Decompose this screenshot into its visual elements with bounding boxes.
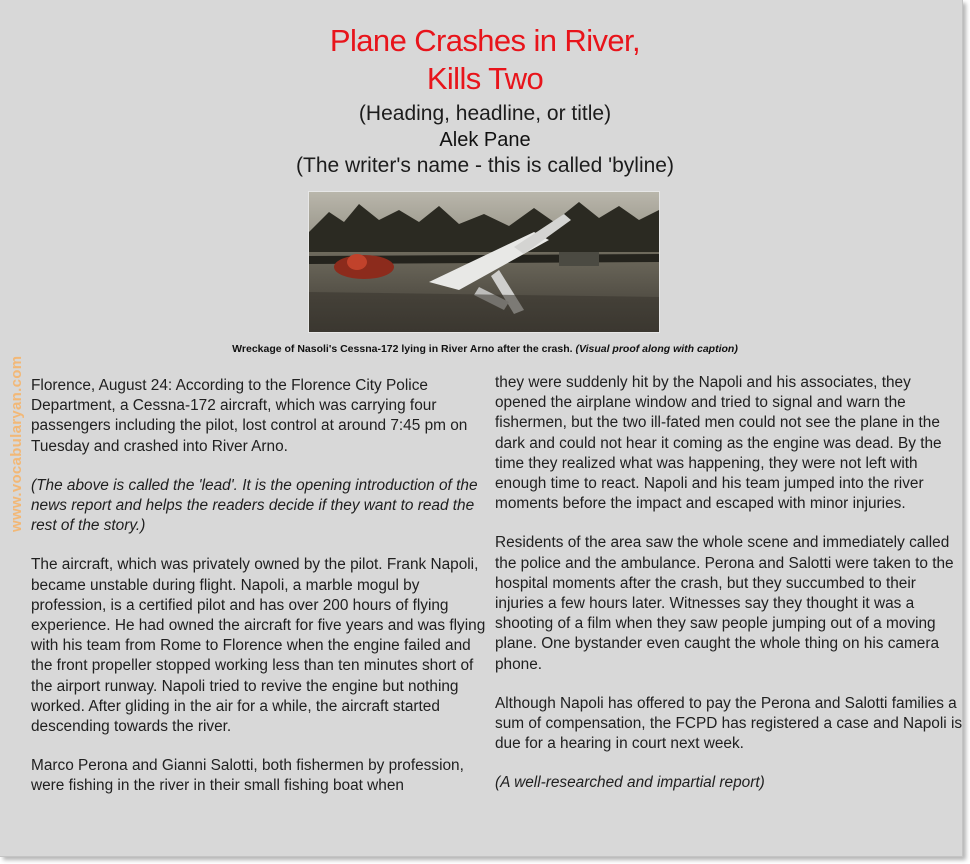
body-paragraph-2: The aircraft, which was privately owned by the pilot. Frank Napoli, became unstable during flight. Napoli, a marble mogul by profession, is a certified pilot and has over 200 hours of flying experience. He had owned the aircraft for five years and was flying with his team from Rome to Florence when the engine failed and the front propeller stopped working less than ten minutes short of the airport runway. Napoli tried to revive the engine but nothing worked. After gliding in the air for a while, the aircraft started descending towards the river.	[31, 556, 486, 736]
headline-line-2: Kills Two	[426, 61, 544, 96]
body-paragraph-5: Residents of the area saw the whole scene and immediately called the police and the ambulance. Perona and Salotti were taken to the hospital moments after the crash, but they succumbed to their injuries a few hours later. Witnesses say they thought it was a shooting of a film when they saw people jumping out of a moving plane. One bystander even caught the whole thing on his camera phone.	[495, 534, 954, 673]
headline-line-1: Plane Crashes in River,	[329, 23, 641, 58]
right-column	[495, 373, 963, 794]
photo-caption	[0, 343, 963, 355]
headline	[0, 22, 963, 98]
caption-text: Wreckage of Nasoli's Cessna-172 lying in River Arno after the crash.	[232, 343, 573, 355]
watermark: www.vocabularyan.com	[8, 355, 25, 532]
heading-note: (Heading, headline, or title)	[358, 102, 612, 125]
left-column	[31, 376, 493, 797]
byline-note: (The writer's name - this is called 'byline)	[296, 154, 674, 177]
plane-wreck-photo	[308, 191, 660, 333]
caption-note: (Visual proof along with caption)	[575, 343, 738, 355]
closing-note: (A well-researched and impartial report)	[495, 774, 765, 792]
body-paragraph-3: Marco Perona and Gianni Salotti, both fishermen by profession, were fishing in the river in their small fishing boat when	[31, 757, 464, 795]
body-paragraph-4: they were suddenly hit by the Napoli and his associates, they opened the airplane window and tried to signal and warn the fishermen, but the two ill-fated men could not see the plane in the dark and could not hear it coming as the engine was dead. By the time they realized what was happening, they were not left with enough time to react. Napoli and his team jumped into the river moments before the impact and escaped with minor injuries.	[495, 374, 942, 513]
author-name: Alek Pane	[439, 129, 531, 151]
lead-paragraph: Florence, August 24: According to the Florence City Police Department, a Cessna-172 aircraft, which was carrying four passengers including the pilot, lost control at around 7:45 pm on Tuesday and crashed into River Arno.	[31, 377, 468, 455]
body-paragraph-6: Although Napoli has offered to pay the Perona and Salotti families a sum of compensation, the FCPD has registered a case and Napoli is due for a hearing in court next week.	[495, 694, 963, 753]
lead-note: (The above is called the 'lead'. It is the opening introduction of the news report and helps the readers decide if they want to read the rest of the story.)	[31, 476, 478, 535]
